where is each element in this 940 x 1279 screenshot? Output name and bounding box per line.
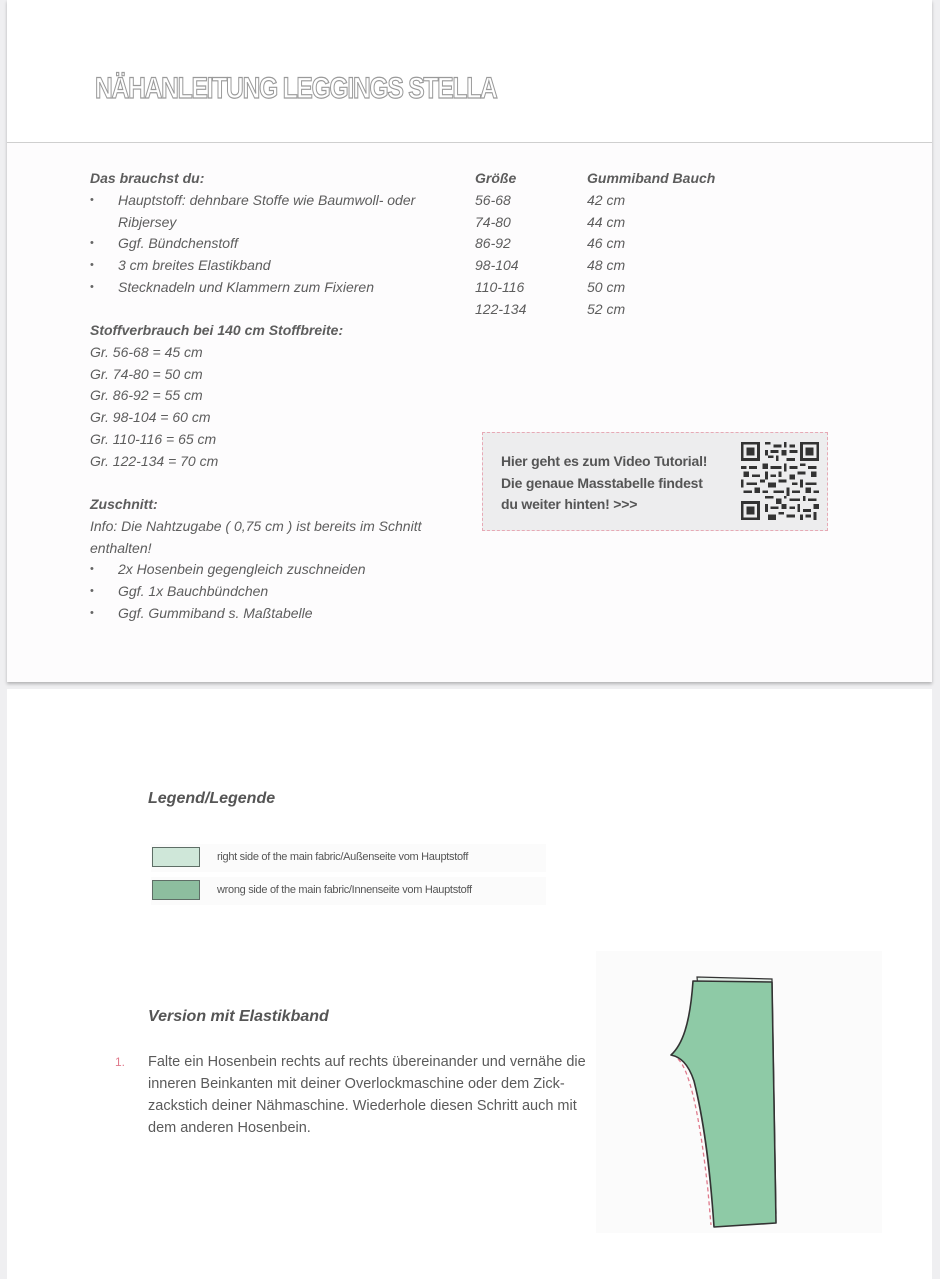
legend-swatch-dark [152,880,200,900]
list-item: • Stecknadeln und Klammern zum Fixieren [90,277,435,299]
list-item: • 3 cm breites Elastikband [90,255,435,277]
legend-swatch-light [152,847,200,867]
fabric-usage-line: Gr. 110-116 = 65 cm [90,430,217,447]
fabric-usage-section [90,320,450,473]
list-item: • Ggf. Bündchenstoff [90,233,435,255]
video-line: Hier geht es zum Video Tutorial! [501,453,708,469]
legend-title: Legend/Legende [148,790,276,807]
legend-item [151,844,546,872]
size-cell: 110-116 [475,278,525,295]
leggings-illustration [596,951,882,1233]
cutting-section [90,494,450,625]
video-tutorial-text [501,451,707,516]
page-title: NÄHANLEITUNG LEGGINGS STELLA [95,72,497,105]
column-header-band: Gummiband Bauch [587,170,716,186]
fabric-usage-line: Gr. 74-80 = 50 cm [90,365,203,382]
size-cell: 56-68 [475,191,511,208]
materials-section [90,168,435,299]
cutting-info: enthalten! [90,539,152,556]
folded-leg-drawing [596,951,882,1233]
cutting-info: Info: Die Nahtzugabe ( 0,75 cm ) ist bereits im Schnitt [90,517,422,534]
video-line: du weiter hinten! >>> [501,496,638,512]
version-title: Version mit Elastikband [148,1008,329,1025]
legend-label: wrong side of the main fabric/Innenseite vom Hauptstoff [217,884,472,896]
fabric-usage-line: Gr. 122-134 = 70 cm [90,452,219,469]
table-row [475,190,715,212]
band-cell: 42 cm [587,191,626,208]
list-item: • Ggf. 1x Bauchbündchen [90,581,450,603]
fabric-usage-heading: Stoffverbrauch bei 140 cm Stoffbreite: [90,322,344,338]
table-row [475,277,715,299]
band-cell: 50 cm [587,278,626,295]
instruction-page-2 [7,689,932,1279]
table-header-row [475,168,715,190]
band-cell: 44 cm [587,213,626,230]
video-tutorial-box[interactable] [482,432,828,531]
column-header-size: Größe [475,170,517,186]
video-line: Die genaue Masstabelle findest [501,474,703,491]
materials-heading: Das brauchst du: [90,170,205,186]
cutting-heading: Zuschnitt: [90,496,158,512]
materials-list [90,190,435,299]
size-table [475,168,715,321]
instruction-page-1 [7,0,932,682]
table-row [475,299,715,321]
list-item: • Ggf. Gummiband s. Maßtabelle [90,603,450,625]
band-cell: 46 cm [587,235,626,252]
size-cell: 122-134 [475,300,527,317]
step-text: Falte ein Hosenbein rechts auf rechts übereinander und vernähe die inneren Beinkanten mit deiner Overlockmaschine oder dem Zick-zackstich deiner Nähmaschine. Wiederhole diesen Schritt auch mit dem anderen Hosenbein. [148,1054,586,1136]
qr-code-icon[interactable] [741,442,819,520]
legend-item [151,877,546,905]
list-item: • 2x Hosenbein gegengleich zuschneiden [90,559,450,581]
list-item: • Hauptstoff: dehnbare Stoffe wie Baumwoll- oder Ribjersey [90,190,435,234]
size-cell: 74-80 [475,213,511,230]
fabric-usage-line: Gr. 56-68 = 45 cm [90,343,203,360]
table-row [475,233,715,255]
legend-label: right side of the main fabric/Außenseite vom Hauptstoff [217,851,469,863]
band-cell: 48 cm [587,257,626,274]
size-cell: 98-104 [475,257,519,274]
table-row [475,255,715,277]
size-cell: 86-92 [475,235,511,252]
fabric-usage-line: Gr. 98-104 = 60 cm [90,409,211,426]
table-row [475,212,715,234]
cutting-list [90,559,450,624]
band-cell: 52 cm [587,300,626,317]
fabric-usage-line: Gr. 86-92 = 55 cm [90,387,203,404]
step-number: 1. [115,1055,126,1069]
page-header [7,0,932,143]
